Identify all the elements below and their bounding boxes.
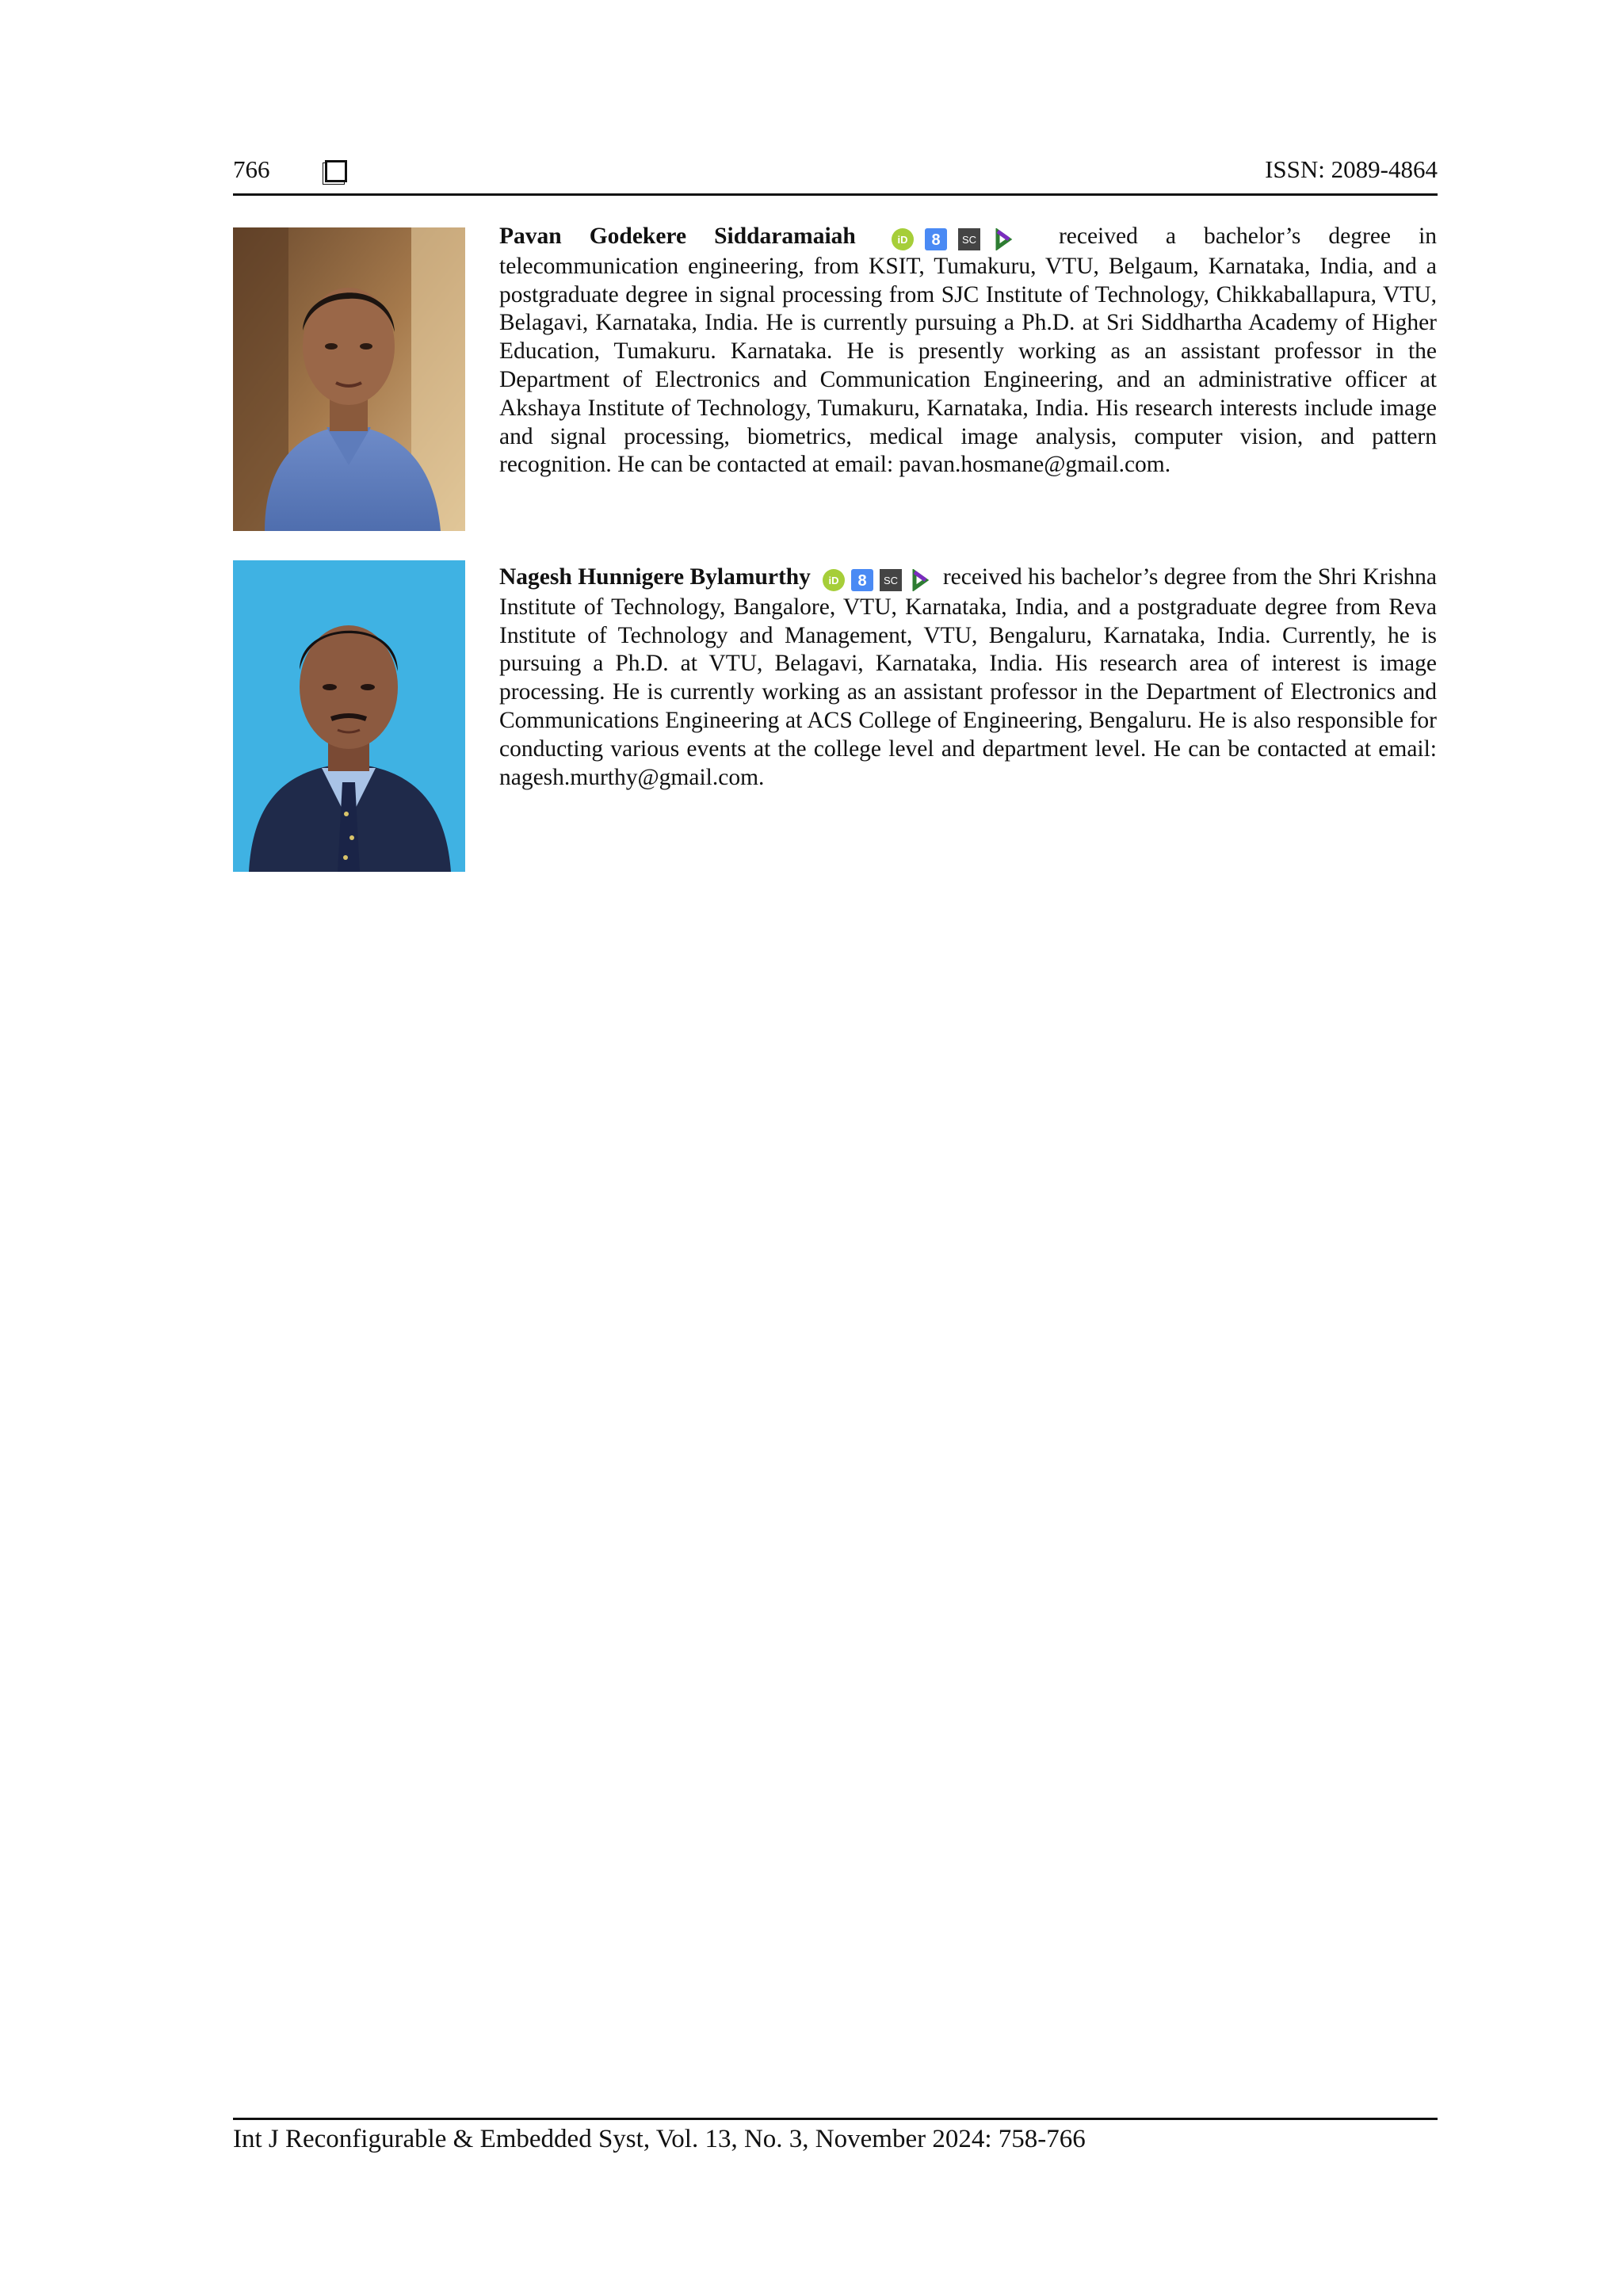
scopus-icon[interactable] [958,228,980,250]
page-number: 766 [233,155,270,183]
scopus-icon[interactable] [880,569,902,591]
author-bio-pavan [499,223,1437,479]
orcid-icon[interactable] [892,228,914,250]
google-scholar-icon[interactable] [851,569,873,591]
page-header [233,155,1438,196]
journal-citation: Int J Reconfigurable & Embedded Syst, Vol. 13, No. 3, November 2024: 758-766 [233,2125,1086,2153]
author-bio-nagesh [499,563,1437,792]
publons-icon[interactable] [908,569,930,591]
svg-text:8: 8 [857,572,867,590]
svg-text:iD: iD [897,234,908,246]
bio-text: received his bachelor’s degree from the Shri Krishna Institute of Technology, Bangalore, VTU, Karnataka, India, and a postgraduate degree from Reva Institute of Technology and Management, VTU, Bengaluru, Karnataka, India. Currently, he is pursuing a Ph.D. at VTU, Belagavi, Karnataka, India. His research area of interest is image processing. He is currently working as an assistant professor in the Department of Electronics and Communications Engineering at ACS College of Engineering, Bengaluru. He is also responsible for conducting various events at the college level and department level. He can be contacted at email: nagesh.murthy@gmail.com. [499,564,1438,790]
author-photo-pavan [233,227,465,531]
author-id-icons [892,224,1025,253]
bio-text: received a bachelor’s degree in telecommunication engineering, from KSIT, Tumakuru, VTU, Belgaum, Karnataka, India, and a postgraduate degree in signal processing from SJC Institute of Technology, Chikkaballapura, VTU, Belagavi, Karnataka, India. He is currently pursuing a Ph.D. at Sri Siddhartha Academy of Higher Education, Tumakuru. Karnataka. He is presently working as an assistant professor in the Department of Electronics and Communication Engineering, and an administrative officer at Akshaya Institute of Technology, Tumakuru, Karnataka, India. His research interests include image and signal processing, biometrics, medical image analysis, computer vision, and pattern recognition. He can be contacted at email: pavan.hosmane@gmail.com. [499,223,1438,478]
svg-text:8: 8 [931,231,941,250]
issn-label: ISSN: 2089-4864 [1265,155,1438,183]
author-name: Nagesh Hunnigere Bylamurthy [499,564,811,590]
svg-text:SC: SC [884,575,899,587]
google-scholar-icon[interactable] [925,228,947,250]
page-footer [233,2118,1438,2154]
orcid-icon[interactable] [823,569,845,591]
svg-text:iD: iD [828,575,839,587]
checkbox-square-icon [325,160,347,182]
author-id-icons [823,565,934,594]
author-photo-nagesh [233,560,465,872]
svg-text:SC: SC [961,234,976,246]
publons-icon[interactable] [991,228,1014,250]
author-name: Pavan Godekere Siddaramaiah [499,223,856,249]
